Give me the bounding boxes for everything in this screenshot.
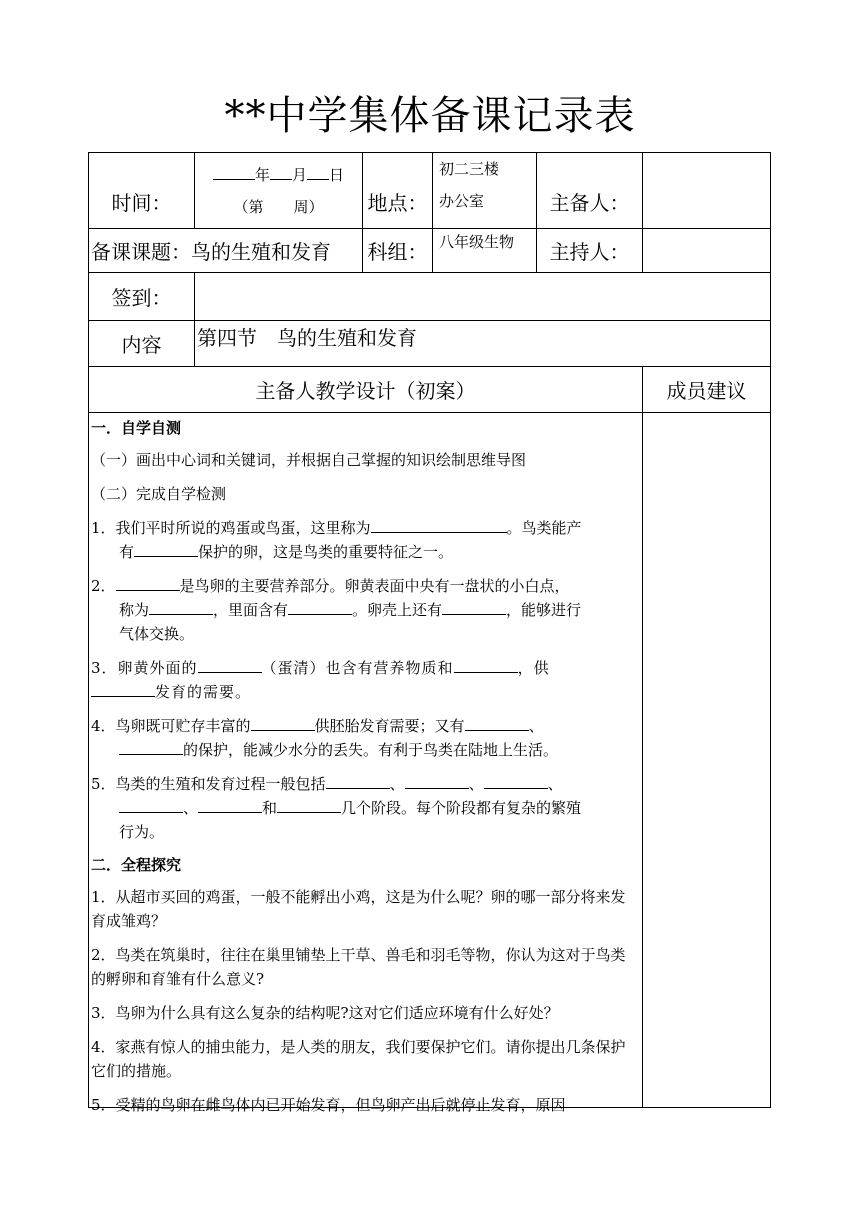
question-2: 2． 是鸟卵的主要营养部分。卵黄表面中央有一盘状的小白点， 称为 ，里面含有 。卵壳上还有 ，能够进行 气体交换。 — [91, 574, 640, 646]
question-3: 3．卵黄外面的 （蛋清）也含有营养物质和 ，供 发育的需要。 — [91, 656, 640, 704]
topic-value: 鸟的生殖和发育 — [191, 240, 331, 264]
date-line: 年 月 日 — [195, 159, 362, 191]
time-label: 时间： — [89, 153, 195, 229]
explore-4: 4．家燕有惊人的捕虫能力，是人类的朋友，我们要保护它们。请你提出几条保护它们的措施。 — [91, 1038, 626, 1080]
signin-label: 签到： — [89, 273, 195, 321]
host-value[interactable] — [643, 229, 771, 273]
question-1: 1．我们平时所说的鸡蛋或鸟蛋，这里称为 。鸟类能产 有 保护的卵，这是鸟类的重要特征之一。 — [91, 516, 640, 564]
lead-label: 主备人： — [537, 153, 643, 229]
explore-2: 2．鸟类在筑巢时，往往在巢里铺垫上干草、兽毛和羽毛等物，你认为这对于鸟类的孵卵和育雏有什么意义? — [91, 946, 626, 988]
section-2-title: 二．全程探究 — [91, 856, 182, 874]
question-5: 5．鸟类的生殖和发育过程一般包括 、 、 、 、 和 几个阶段。每个阶段都有复杂的繁殖 行为。 — [91, 772, 640, 844]
week-line: （第 周） — [233, 197, 324, 216]
lesson-record-table — [88, 152, 771, 1114]
question-4: 4．鸟卵既可贮存丰富的 供胚胎发育需要；又有 、 的保护，能减少水分的丢失。有利于鸟类在陆地上生活。 — [91, 714, 640, 762]
content-value: 第四节 鸟的生殖和发育 — [195, 321, 771, 367]
explore-1: 1．从超市买回的鸡蛋，一般不能孵出小鸡，这是为什么呢？卵的哪一部分将来发育成雏鸡？ — [91, 888, 626, 930]
topic-label: 备课课题： — [91, 240, 191, 264]
explore-5: 5．受精的鸟卵在雌鸟体内已开始发育，但鸟卵产出后就停止发育，原因 — [91, 1096, 566, 1114]
design-header: 主备人教学设计（初案） — [89, 367, 643, 413]
date-cell[interactable] — [195, 153, 363, 229]
topic-cell — [89, 229, 363, 273]
section-1-title: 一．自学自测 — [91, 419, 182, 437]
explore-3: 3．鸟卵为什么具有这么复杂的结构呢?这对它们适应环境有什么好处？ — [91, 1004, 559, 1022]
design-content — [89, 413, 643, 1114]
section-1-sub2: （二）完成自学检测 — [91, 485, 227, 503]
page-title: **中学集体备课记录表 — [224, 93, 636, 139]
lead-value[interactable] — [643, 153, 771, 229]
signin-value[interactable] — [195, 273, 771, 321]
suggest-header: 成员建议 — [643, 367, 771, 413]
place-value: 初二三楼 办公室 — [433, 153, 537, 229]
host-label: 主持人： — [537, 229, 643, 273]
group-label: 科组： — [363, 229, 433, 273]
place-label: 地点： — [363, 153, 433, 229]
suggest-content[interactable] — [643, 413, 771, 1108]
section-1-sub1: （一）画出中心词和关键词，并根据自己掌握的知识绘制思维导图 — [91, 451, 527, 469]
content-label: 内容 — [89, 321, 195, 367]
group-value: 八年级生物 — [433, 229, 537, 273]
